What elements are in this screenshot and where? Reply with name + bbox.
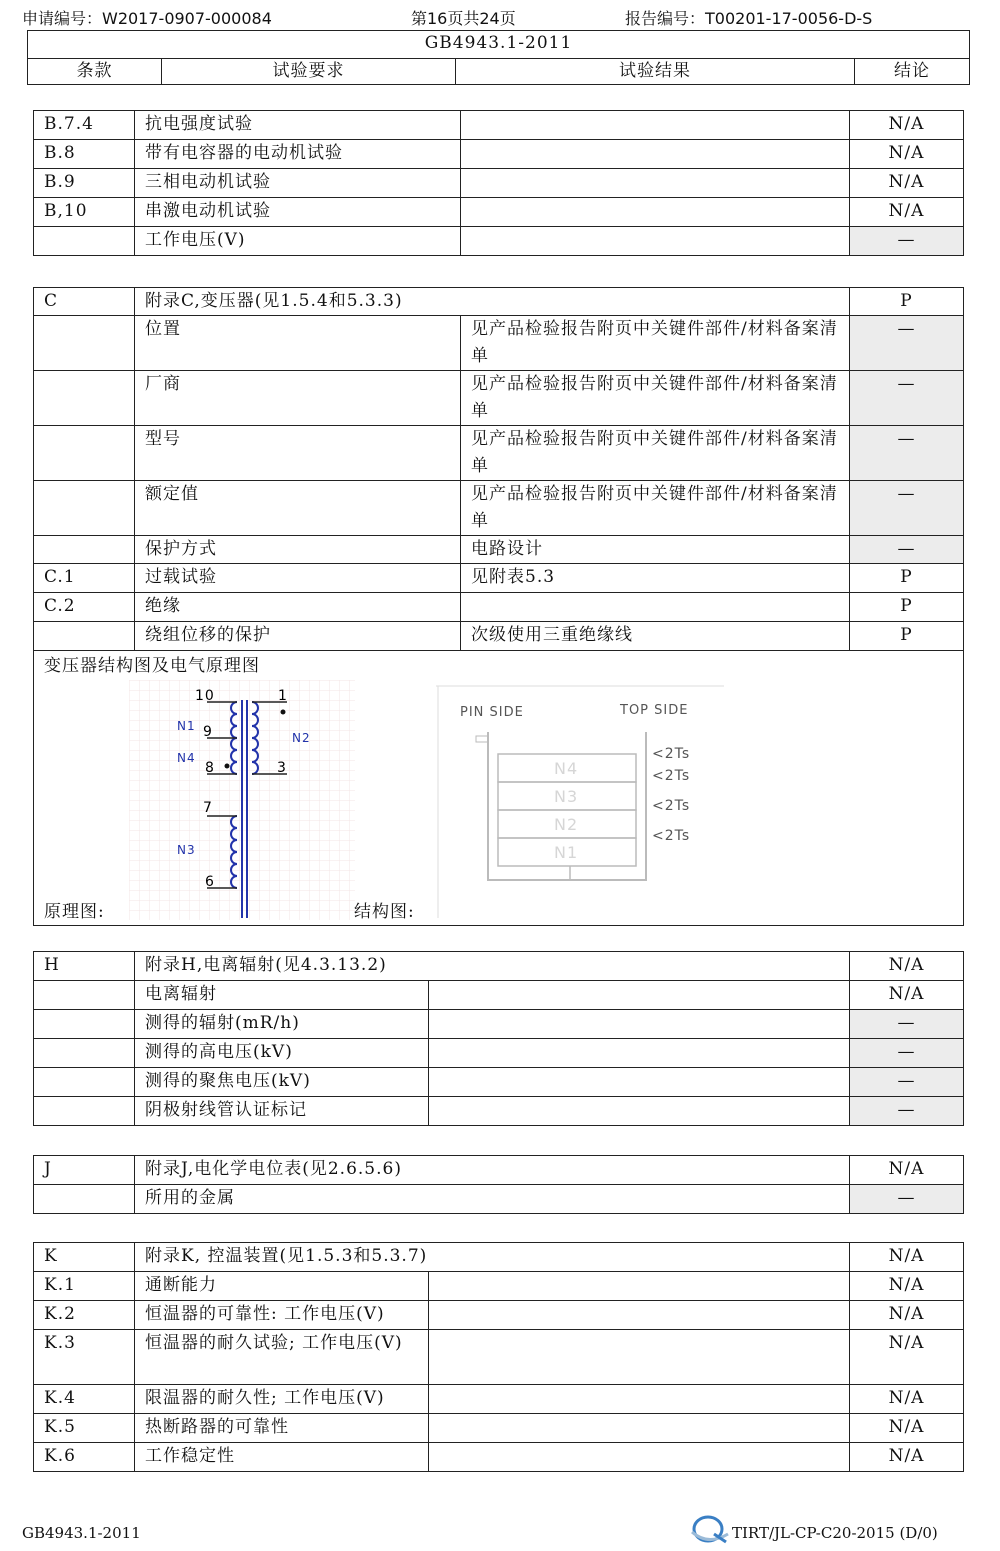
clause-cell <box>34 981 135 1010</box>
table-row <box>34 111 964 140</box>
clause-cell <box>34 622 135 651</box>
requirement-cell: 恒温器的可靠性: 工作电压(V) <box>135 1301 429 1330</box>
pin-label: 10 <box>195 688 215 704</box>
clause-cell: C.1 <box>34 564 135 593</box>
verdict-cell: — <box>850 536 964 564</box>
requirement-cell: 串激电动机试验 <box>135 198 461 227</box>
clause-cell: H <box>34 952 135 981</box>
table-row <box>34 169 964 198</box>
clause-cell: K.3 <box>34 1330 135 1385</box>
verdict-cell: — <box>850 1097 964 1126</box>
clause-cell: K.4 <box>34 1385 135 1414</box>
requirement-cell: 额定值 <box>135 481 461 536</box>
requirement-cell: 绕组位移的保护 <box>135 622 461 651</box>
verdict-cell: — <box>850 371 964 426</box>
result-cell <box>461 111 850 140</box>
verdict-cell: N/A <box>850 1243 964 1272</box>
footer-standard: GB4943.1-2011 <box>22 1524 141 1542</box>
layer-label: N2 <box>554 815 579 834</box>
result-cell <box>429 1330 850 1385</box>
structure-label: 结构图: <box>354 902 415 922</box>
footer-form-code: TIRT/JL-CP-C20-2015 (D/0) <box>732 1524 938 1542</box>
verdict-cell: — <box>850 426 964 481</box>
col-result: 试验结果 <box>456 59 855 85</box>
requirement-cell: 型号 <box>135 426 461 481</box>
result-cell: 见产品检验报告附页中关键件部件/材料备案清单 <box>461 426 850 481</box>
verdict-cell: — <box>850 481 964 536</box>
requirement-cell: 热断路器的可靠性 <box>135 1414 429 1443</box>
verdict-cell: — <box>850 1185 964 1214</box>
requirement-cell: 测得的辐射(mR/h) <box>135 1010 429 1039</box>
clause-cell <box>34 426 135 481</box>
requirement-cell: 电离辐射 <box>135 981 429 1010</box>
verdict-cell: N/A <box>850 1301 964 1330</box>
verdict-cell: N/A <box>850 169 964 198</box>
table-row <box>34 1068 964 1097</box>
clause-cell: C.2 <box>34 593 135 622</box>
table-row <box>34 1039 964 1068</box>
table-row <box>34 981 964 1010</box>
report-number: 报告编号：T00201-17-0056-D-S <box>625 9 873 28</box>
verdict-cell: N/A <box>850 952 964 981</box>
result-cell: 见产品检验报告附页中关键件部件/材料备案清单 <box>461 481 850 536</box>
clause-cell: K <box>34 1243 135 1272</box>
table-row <box>34 140 964 169</box>
requirement-cell: 绝缘 <box>135 593 461 622</box>
verdict-cell: N/A <box>850 1272 964 1301</box>
transformer-title: 变压器结构图及电气原理图 <box>44 656 260 676</box>
table-row <box>34 952 964 981</box>
layer-label: N1 <box>554 843 579 862</box>
requirement-cell: 测得的聚焦电压(kV) <box>135 1068 429 1097</box>
verdict-cell: — <box>850 316 964 371</box>
verdict-cell: P <box>850 593 964 622</box>
clause-cell <box>34 1068 135 1097</box>
verdict-cell: — <box>850 227 964 256</box>
table-row <box>34 1156 964 1185</box>
clause-cell: C <box>34 288 135 316</box>
verdict-cell: N/A <box>850 140 964 169</box>
result-cell <box>429 1068 850 1097</box>
verdict-cell: — <box>850 1068 964 1097</box>
winding-label: N2 <box>292 731 311 745</box>
requirement-cell: 附录K, 控温装置(见1.5.3和5.3.7) <box>135 1243 850 1272</box>
clause-cell <box>34 316 135 371</box>
requirement-cell: 厂商 <box>135 371 461 426</box>
layer-label: N4 <box>554 759 579 778</box>
requirement-cell: 恒温器的耐久试验; 工作电压(V) <box>135 1330 429 1385</box>
section-j-table <box>33 1155 964 1214</box>
section-h-table <box>33 951 964 1126</box>
table-row <box>34 288 964 316</box>
winding-label: N3 <box>177 843 196 857</box>
transformer-diagram-cell <box>34 651 964 926</box>
requirement-cell: 保护方式 <box>135 536 461 564</box>
result-cell: 次级使用三重绝缘线 <box>461 622 850 651</box>
verdict-cell: P <box>850 288 964 316</box>
table-row <box>34 1097 964 1126</box>
result-cell <box>429 1097 850 1126</box>
clause-cell <box>34 536 135 564</box>
clause-cell <box>34 371 135 426</box>
section-k-table <box>33 1242 964 1472</box>
winding-label: N4 <box>177 751 196 765</box>
result-cell <box>429 1010 850 1039</box>
winding-label: N1 <box>177 719 196 733</box>
layer-label: N3 <box>554 787 579 806</box>
requirement-cell: 抗电强度试验 <box>135 111 461 140</box>
clause-cell: B.8 <box>34 140 135 169</box>
pin-label: 8 <box>205 760 215 776</box>
requirement-cell: 带有电容器的电动机试验 <box>135 140 461 169</box>
header-table <box>27 30 970 85</box>
table-row <box>34 593 964 622</box>
result-cell <box>461 140 850 169</box>
table-row <box>34 198 964 227</box>
result-cell <box>429 1385 850 1414</box>
result-cell <box>461 169 850 198</box>
verdict-cell: N/A <box>850 1443 964 1472</box>
result-cell: 见附表5.3 <box>461 564 850 593</box>
table-row <box>34 1301 964 1330</box>
clause-cell <box>34 1010 135 1039</box>
result-cell <box>429 1443 850 1472</box>
clause-cell <box>34 227 135 256</box>
margin-label: <2Ts <box>652 828 691 844</box>
clause-cell: K.1 <box>34 1272 135 1301</box>
table-row <box>34 1010 964 1039</box>
requirement-cell: 位置 <box>135 316 461 371</box>
table-row <box>34 1443 964 1472</box>
clause-cell: J <box>34 1156 135 1185</box>
requirement-cell: 通断能力 <box>135 1272 429 1301</box>
table-row <box>34 536 964 564</box>
result-cell <box>461 593 850 622</box>
requirement-cell: 附录C,变压器(见1.5.4和5.3.3) <box>135 288 850 316</box>
requirement-cell: 工作电压(V) <box>135 227 461 256</box>
verdict-cell: P <box>850 622 964 651</box>
verdict-cell: N/A <box>850 1385 964 1414</box>
result-cell <box>429 1039 850 1068</box>
result-cell: 见产品检验报告附页中关键件部件/材料备案清单 <box>461 371 850 426</box>
page-info: 第16页共24页 <box>411 9 516 28</box>
table-row <box>34 1385 964 1414</box>
verdict-cell: — <box>850 1039 964 1068</box>
transformer-structure <box>436 684 726 920</box>
clause-cell <box>34 1185 135 1214</box>
col-verdict: 结论 <box>855 59 970 85</box>
requirement-cell: 所用的金属 <box>135 1185 850 1214</box>
schematic-label: 原理图: <box>44 902 105 922</box>
col-requirement: 试验要求 <box>162 59 456 85</box>
verdict-cell: N/A <box>850 1330 964 1385</box>
result-cell <box>461 227 850 256</box>
pin-side-label: PIN SIDE <box>460 705 524 720</box>
section-c-table <box>33 287 964 926</box>
pin-label: 9 <box>203 724 213 740</box>
application-number: 申请编号：W2017-0907-000084 <box>22 9 272 28</box>
verdict-cell: N/A <box>850 111 964 140</box>
margin-label: <2Ts <box>652 798 691 814</box>
requirement-cell: 附录H,电离辐射(见4.3.13.2) <box>135 952 850 981</box>
requirement-cell: 过载试验 <box>135 564 461 593</box>
company-logo-icon <box>688 1512 732 1546</box>
requirement-cell: 三相电动机试验 <box>135 169 461 198</box>
verdict-cell: — <box>850 1010 964 1039</box>
result-cell <box>429 981 850 1010</box>
clause-cell: K.2 <box>34 1301 135 1330</box>
table-row <box>34 1272 964 1301</box>
margin-label: <2Ts <box>652 768 691 784</box>
clause-cell: B.7.4 <box>34 111 135 140</box>
clause-cell: B,10 <box>34 198 135 227</box>
clause-cell: K.6 <box>34 1443 135 1472</box>
verdict-cell: N/A <box>850 1414 964 1443</box>
section-b-table <box>33 110 964 256</box>
requirement-cell: 测得的高电压(kV) <box>135 1039 429 1068</box>
result-cell <box>429 1272 850 1301</box>
result-cell: 电路设计 <box>461 536 850 564</box>
table-row <box>34 316 964 371</box>
clause-cell: K.5 <box>34 1414 135 1443</box>
verdict-cell: N/A <box>850 1156 964 1185</box>
transformer-schematic <box>129 680 355 920</box>
requirement-cell: 附录J,电化学电位表(见2.6.5.6) <box>135 1156 850 1185</box>
col-clause: 条款 <box>28 59 162 85</box>
verdict-cell: P <box>850 564 964 593</box>
result-cell <box>429 1301 850 1330</box>
verdict-cell: N/A <box>850 981 964 1010</box>
clause-cell: B.9 <box>34 169 135 198</box>
clause-cell <box>34 1097 135 1126</box>
standard-title: GB4943.1-2011 <box>28 31 970 59</box>
pin-label: 6 <box>205 874 215 890</box>
table-row <box>34 1414 964 1443</box>
pin-label: 1 <box>278 688 288 704</box>
pin-label: 3 <box>277 760 287 776</box>
top-side-label: TOP SIDE <box>620 703 689 718</box>
transformer-diagram-row <box>34 651 964 926</box>
table-row <box>34 1243 964 1272</box>
table-row <box>34 371 964 426</box>
result-cell <box>429 1414 850 1443</box>
requirement-cell: 阴极射线管认证标记 <box>135 1097 429 1126</box>
verdict-cell: N/A <box>850 198 964 227</box>
pin-label: 7 <box>203 800 213 816</box>
table-row <box>34 1185 964 1214</box>
result-cell: 见产品检验报告附页中关键件部件/材料备案清单 <box>461 316 850 371</box>
margin-label: <2Ts <box>652 746 691 762</box>
requirement-cell: 限温器的耐久性; 工作电压(V) <box>135 1385 429 1414</box>
table-row <box>34 564 964 593</box>
table-row <box>34 227 964 256</box>
clause-cell <box>34 1039 135 1068</box>
table-row <box>34 622 964 651</box>
table-row <box>34 426 964 481</box>
result-cell <box>461 198 850 227</box>
clause-cell <box>34 481 135 536</box>
requirement-cell: 工作稳定性 <box>135 1443 429 1472</box>
table-row <box>34 1330 964 1385</box>
table-row <box>34 481 964 536</box>
